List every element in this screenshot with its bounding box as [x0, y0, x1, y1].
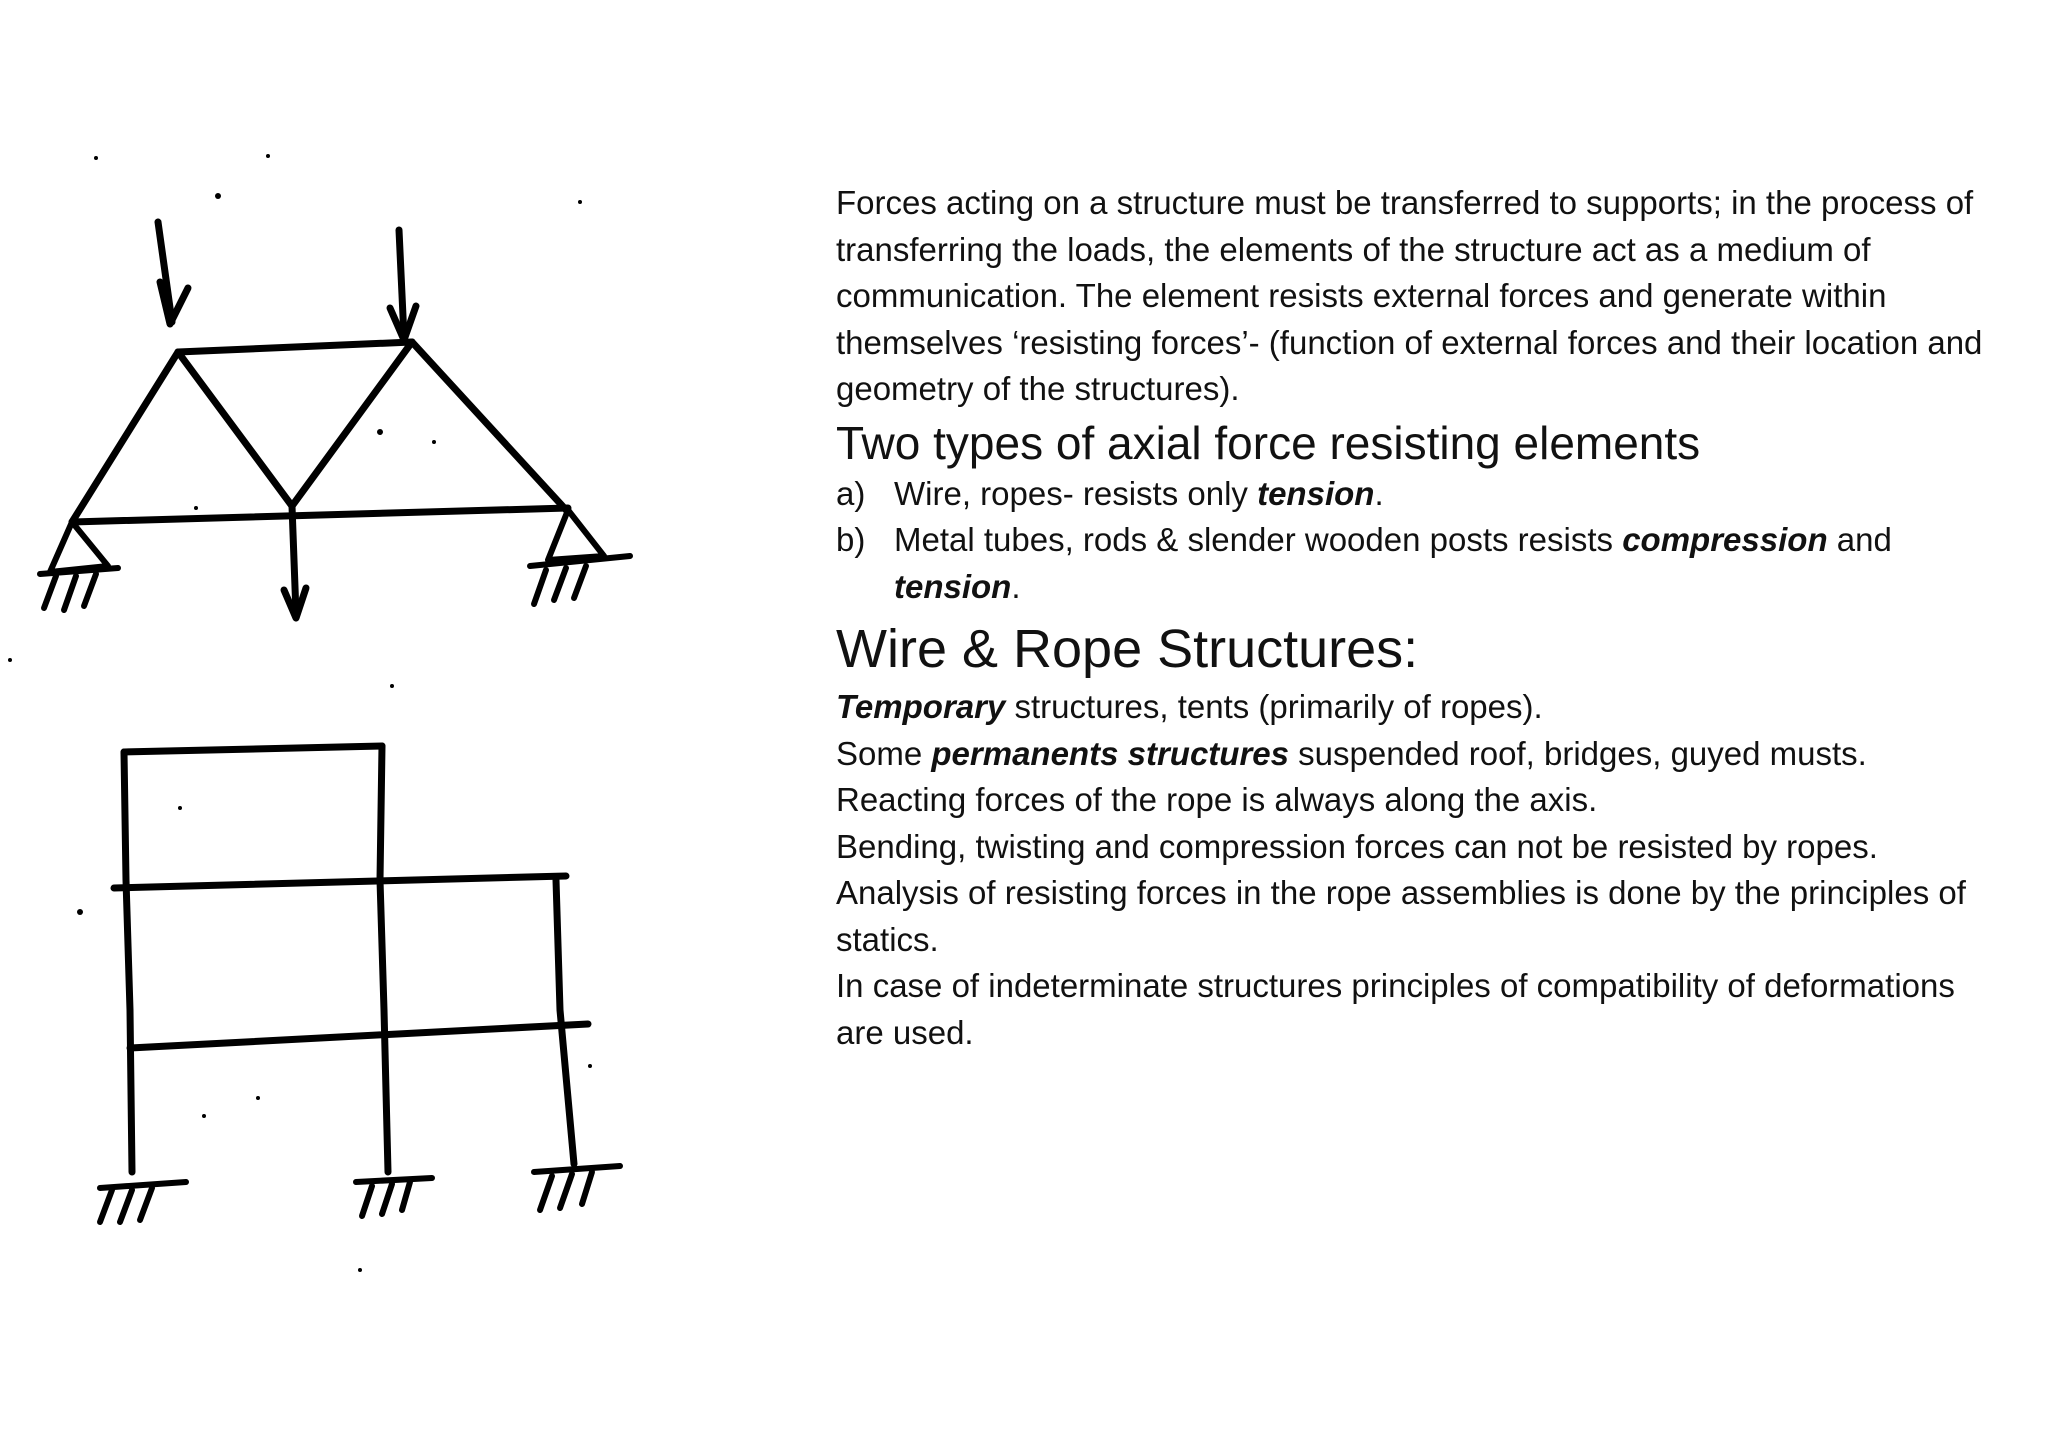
truss-support-right: [530, 510, 630, 604]
intro-paragraph: Forces acting on a structure must be transferred to supports; in the process of transferring the loads, the elements of the structure act as a medium of communication. The element resists external forces and generate within themselves ‘resisting forces’- (function of external forces and their location and geometry of the structures).: [836, 184, 1983, 407]
truss-sketch: [40, 222, 630, 618]
list-text: Metal tubes, rods & slender wooden posts resists: [894, 521, 1623, 558]
emphasis-text-2: tension: [894, 567, 1012, 605]
emphasis-text: permanents structures: [931, 734, 1289, 772]
axial-elements-list: [836, 471, 1986, 611]
truss-top-chord: [178, 342, 412, 352]
structure-sketches: [0, 0, 660, 1448]
line-text: suspended roof, bridges, guyed musts.: [1289, 734, 1867, 772]
axial-heading: Two types of axial force resisting elements: [836, 416, 1701, 469]
list-text: Wire, ropes- resists only: [894, 474, 1258, 512]
emphasis-text: Temporary: [836, 688, 1006, 725]
list-item-b: [836, 517, 1986, 610]
truss-bottom-chord: [72, 508, 568, 522]
truss-right-rafter: [412, 342, 568, 512]
wire-rope-heading: Wire & Rope Structures:: [836, 619, 1419, 679]
emphasis-text: compression: [1622, 521, 1828, 558]
truss-web-left: [178, 352, 292, 506]
list-text-middle: and: [1827, 521, 1892, 558]
line-permanent: [836, 731, 1986, 778]
line-text: structures, tents (primarily of ropes).: [1005, 688, 1543, 725]
frame-support-right: [534, 1166, 620, 1210]
emphasis-text: tension: [1257, 474, 1375, 512]
load-arrow-left: [158, 222, 188, 324]
load-arrow-right: [390, 230, 416, 340]
truss-web-right: [292, 342, 412, 506]
line-reacting-forces: Reacting forces of the rope is always along the axis.: [836, 781, 1598, 818]
scan-specks: [8, 154, 592, 1272]
list-text-end: .: [1011, 567, 1021, 605]
frame-column-middle: [380, 746, 388, 1172]
frame-support-middle: [356, 1178, 432, 1216]
wire-rope-body: [836, 684, 1986, 1056]
line-indeterminate: In case of indeterminate structures principles of compatibility of deformations are used.: [836, 967, 1955, 1051]
line-temporary: [836, 684, 1986, 731]
list-marker: b): [836, 521, 866, 558]
list-item-a: [836, 471, 1986, 518]
truss-support-left: [40, 522, 118, 610]
frame-beam-top: [124, 746, 382, 752]
frame-column-left: [124, 752, 132, 1172]
frame-sketch: [100, 746, 620, 1222]
load-arrow-bottom: [284, 506, 306, 618]
truss-left-rafter: [72, 352, 178, 522]
line-analysis: Analysis of resisting forces in the rope assemblies is done by the principles of statics.: [836, 874, 1966, 958]
frame-beam-bottom: [130, 1024, 588, 1048]
list-marker: a): [836, 474, 866, 512]
list-text-end: .: [1374, 474, 1384, 512]
frame-support-left: [100, 1182, 186, 1222]
line-bending: Bending, twisting and compression forces can not be resisted by ropes.: [836, 827, 1878, 865]
text-column: [836, 180, 1986, 1056]
line-text-start: Some: [836, 734, 932, 772]
frame-beam-middle: [114, 876, 566, 888]
